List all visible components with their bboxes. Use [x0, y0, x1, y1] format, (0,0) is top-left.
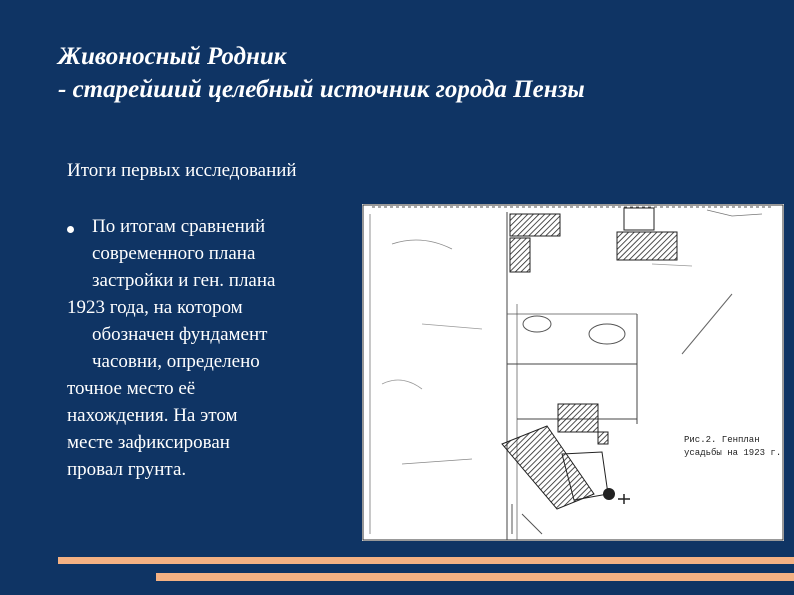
body-line: часовни, определено	[92, 351, 260, 372]
slide-title	[58, 40, 585, 106]
slide-subtitle: Итоги первых исследований	[67, 160, 297, 181]
title-line-1: Живоносный Родник	[58, 43, 287, 70]
accent-rule-bottom	[156, 573, 794, 581]
accent-rule-top	[58, 557, 794, 564]
title-line-2: - старейший целебный источник города Пензы	[58, 76, 585, 103]
body-line: провал грунта.	[67, 459, 187, 480]
figure-caption-line-1: Рис.2. Генплан	[684, 435, 760, 445]
bullet-paragraph	[67, 213, 357, 483]
body-line: месте зафиксирован	[67, 432, 230, 453]
body-line: нахождения. На этом	[67, 405, 238, 426]
site-plan-drawing	[362, 204, 784, 541]
body-line: современного плана	[92, 243, 256, 264]
body-line: 1923 года, на котором	[67, 297, 243, 318]
body-line: По итогам сравнений	[92, 216, 266, 237]
body-line: точное место её	[67, 378, 196, 399]
body-line: обозначен фундамент	[92, 324, 268, 345]
site-plan-image	[362, 204, 784, 541]
bullet-icon	[67, 226, 74, 233]
body-line: застройки и ген. плана	[92, 270, 276, 291]
figure-caption-line-2: усадьбы на 1923 г.	[684, 448, 782, 458]
